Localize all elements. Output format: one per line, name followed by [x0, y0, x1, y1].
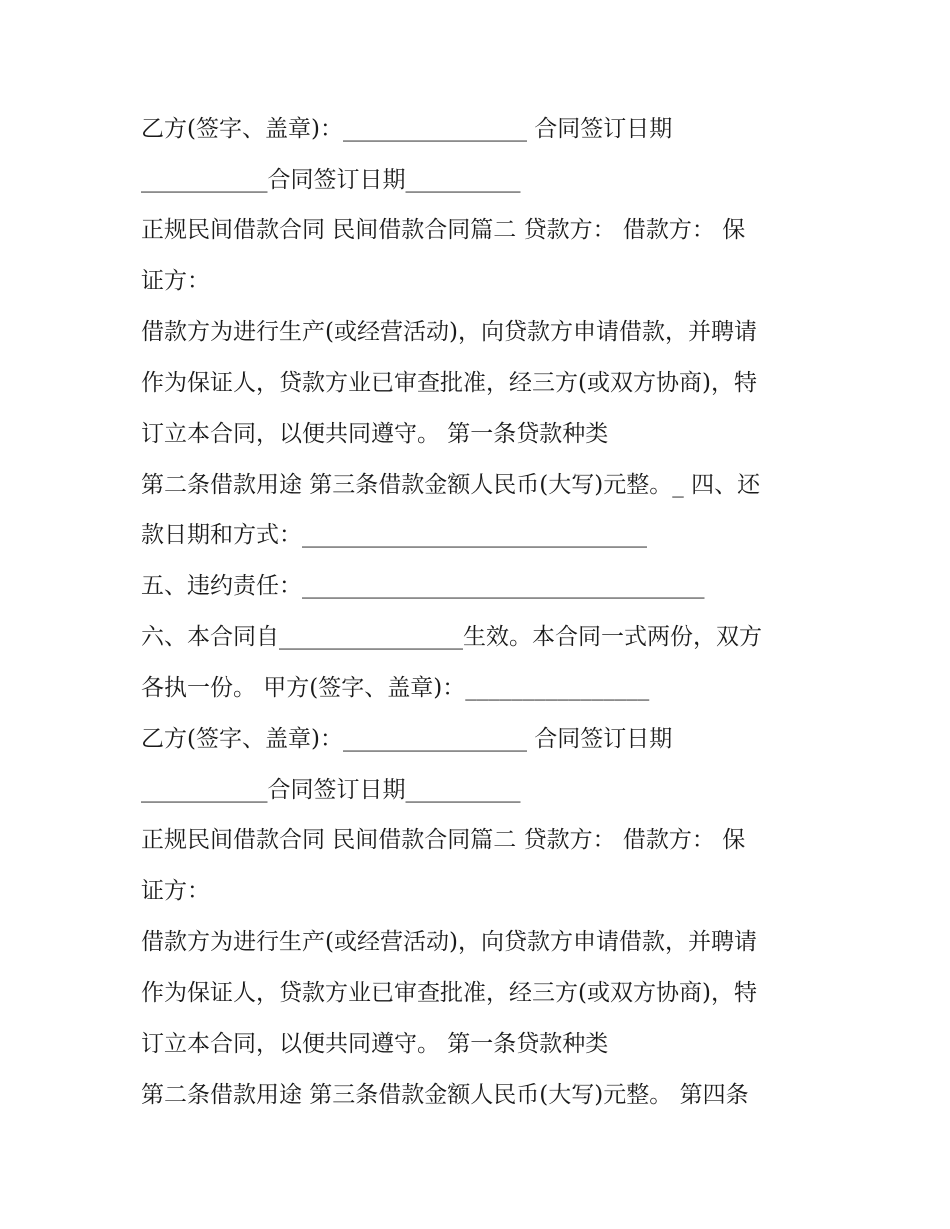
- text-line: 证方：: [141, 268, 210, 294]
- text-line: 借款方为进行生产(或经营活动)，向贷款方申请借款，并聘请: [141, 929, 757, 955]
- text-line: 作为保证人，贷款方业已审查批准，经三方(或双方协商)，特: [141, 370, 757, 396]
- text-line: 第二条借款用途 第三条借款金额人民币(大写)元整。 第四条: [141, 1082, 749, 1108]
- text-line: 借款方为进行生产(或经营活动)，向贷款方申请借款，并聘请: [141, 319, 757, 345]
- text-line: 正规民间借款合同 民间借款合同篇二 贷款方： 借款方： 保: [141, 217, 746, 243]
- text-line: 订立本合同，以便共同遵守。 第一条贷款种类: [141, 421, 609, 447]
- text-line: 第二条借款用途 第三条借款金额人民币(大写)元整。_ 四、还: [141, 472, 761, 498]
- text-line: 证方：: [141, 878, 210, 904]
- text-line: 正规民间借款合同 民间借款合同篇二 贷款方： 借款方： 保: [141, 827, 746, 853]
- text-line: ___________合同签订日期__________: [141, 777, 521, 803]
- text-line: ___________合同签订日期__________: [141, 167, 521, 193]
- text-line: 款日期和方式：______________________________: [141, 522, 647, 548]
- text-line: 乙方(签字、盖章)：________________ 合同签订日期: [141, 726, 673, 752]
- text-line: 乙方(签字、盖章)：________________ 合同签订日期: [141, 116, 673, 142]
- text-line: 作为保证人，贷款方业已审查批准，经三方(或双方协商)，特: [141, 980, 757, 1006]
- text-line: 五、违约责任：___________________________________: [141, 573, 705, 599]
- text-line: 六、本合同自________________生效。本合同一式两份，双方: [141, 624, 762, 650]
- text-line: 订立本合同，以便共同遵守。 第一条贷款种类: [141, 1031, 609, 1057]
- text-line: 各执一份。 甲方(签字、盖章)：________________: [141, 675, 650, 701]
